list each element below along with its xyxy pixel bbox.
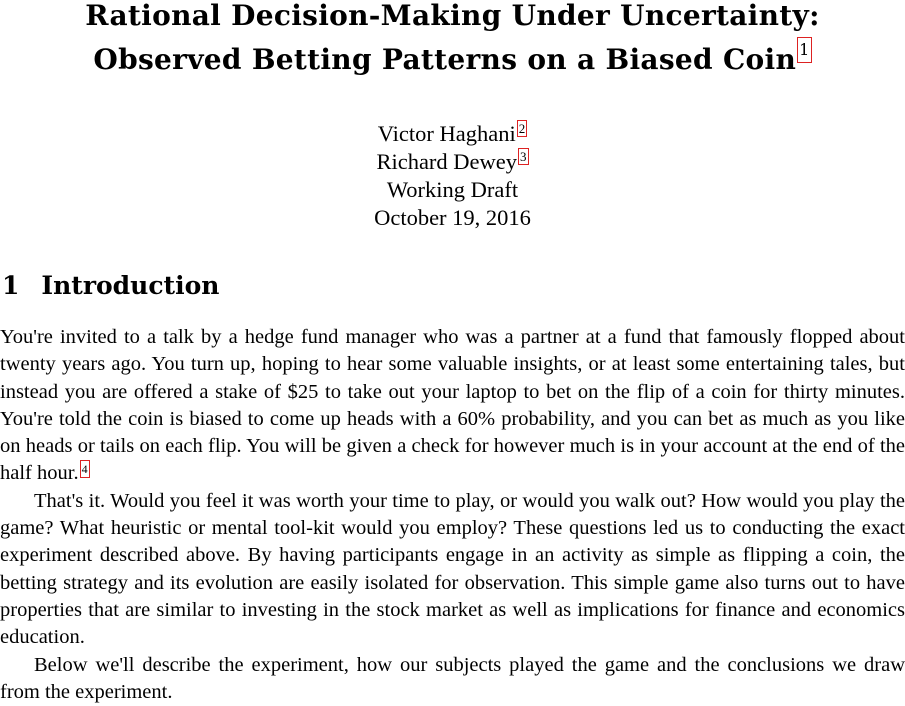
title-text-1: Rational Decision-Making Under Uncertainty: [85, 0, 820, 32]
author-1-name: Victor Haghani [377, 121, 516, 146]
paragraph-3: Below we'll describe the experiment, how our subjects played the game and the conclusions we draw from the experiment. [0, 653, 905, 703]
paragraph-1-footnote-link[interactable]: 4 [81, 462, 88, 477]
paper-title-line-2 [0, 37, 905, 81]
author-block [0, 120, 905, 232]
author-2-footnote-link[interactable]: 3 [520, 149, 527, 164]
section-heading [2, 268, 219, 304]
paper-date: October 19, 2016 [374, 205, 531, 230]
title-text-2: Observed Betting Patterns on a Biased Coin [93, 43, 797, 76]
author-2-name: Richard Dewey [376, 149, 518, 174]
draft-status: Working Draft [386, 177, 519, 202]
section-number: 1 [2, 271, 20, 300]
author-1 [0, 120, 905, 148]
section-title: Introduction [41, 271, 220, 300]
paragraph-2: That's it. Would you feel it was worth your time to play, or would you walk out? How would you play the game? What heuristic or mental tool-kit would you employ? These questions led us to conducting the exact experiment described above. By having participants engage in an activity as simple as flipping a coin, the betting strategy and its evolution are easily isolated for observation. This simple game also turns out to have properties that are similar to investing in the stock market as well as implications for finance and economics education. [0, 489, 905, 649]
author-1-footnote-link[interactable]: 2 [518, 121, 526, 136]
paragraph-1 [0, 324, 905, 488]
title-footnote-link[interactable]: 1 [797, 37, 811, 63]
section-body [0, 324, 905, 706]
paper-title-line-1 [0, 0, 905, 37]
author-2 [0, 148, 905, 176]
paragraph-1-text: You're invited to a talk by a hedge fund manager who was a partner at a fund that famously flopped about twenty years ago. You turn up, hoping to hear some valuable insights, or at least some entertaining tales, but instead you are offered a stake of $25 to take out your laptop to bet on the flip of a coin for thirty minutes. You're told the coin is biased to come up heads with a 60% probability, and you can bet as much as you like on heads or tails on each flip. You will be given a check for however much is in your account at the end of the half hour. [0, 326, 905, 485]
